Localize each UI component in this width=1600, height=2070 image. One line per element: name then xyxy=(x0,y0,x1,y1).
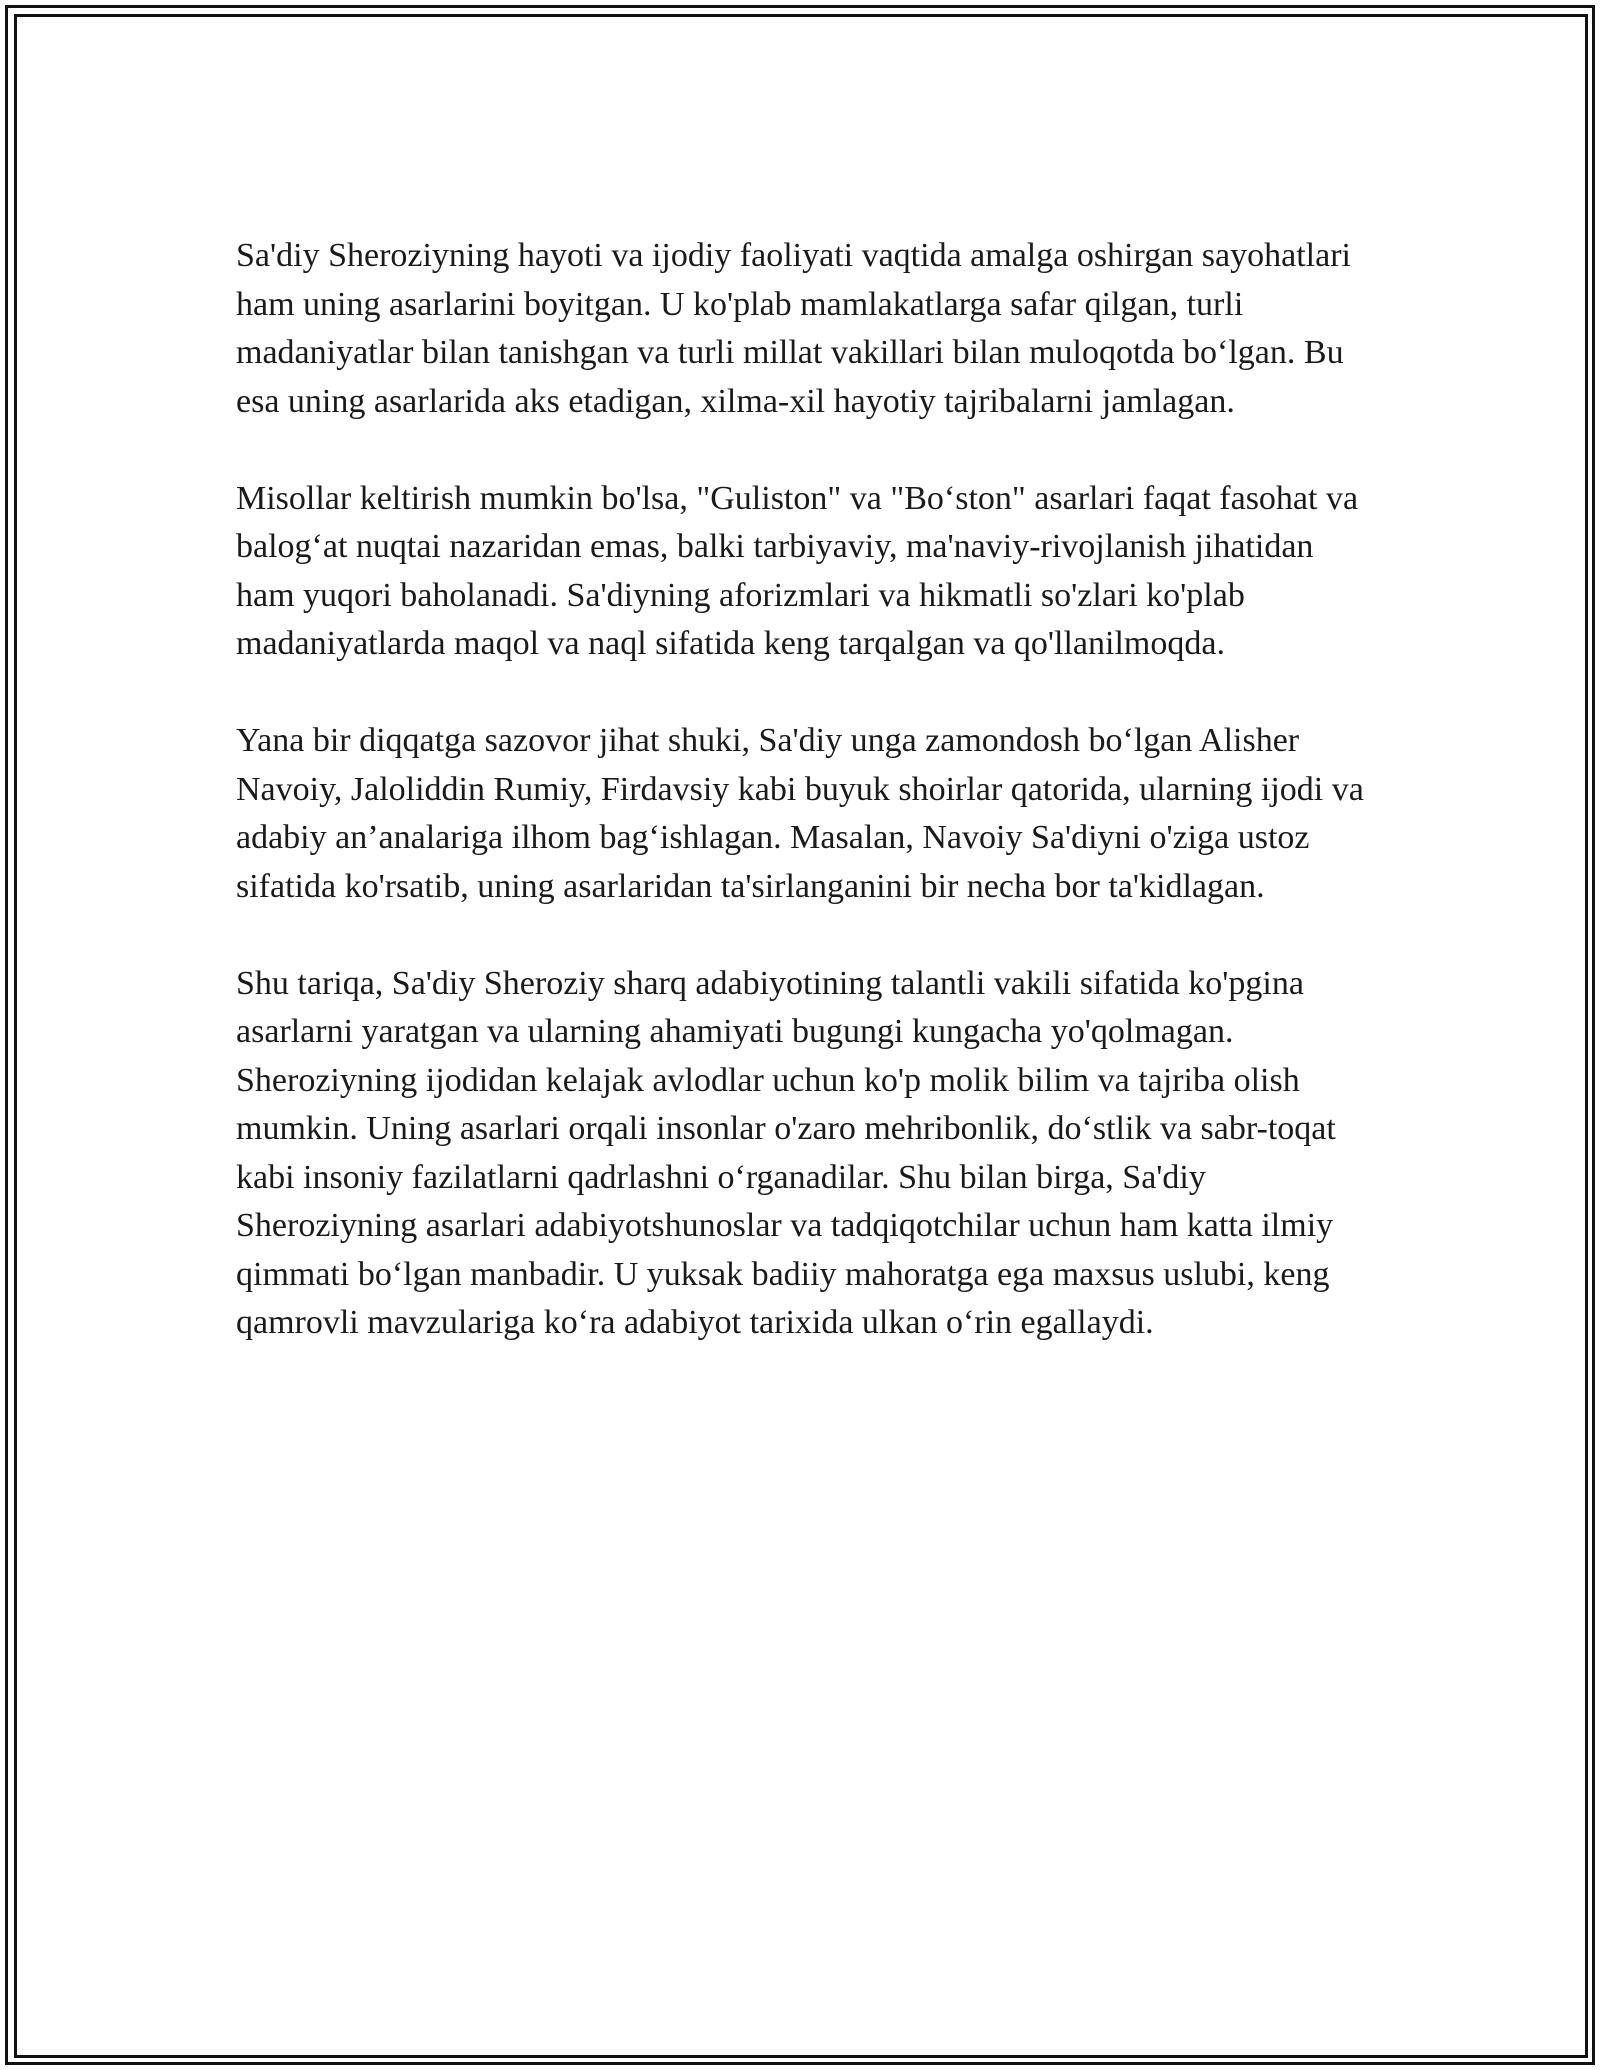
paragraph-4: Shu tariqa, Sa'diy Sheroziy sharq adabiyotining talantli vakili sifatida ko'pgina asarlarni yaratgan va ularning ahamiyati bugungi kungacha yo'qolmagan. Sheroziyning ijodidan kelajak avlodlar uchun ko'p molik bilim va tajriba olish mumkin. Uning asarlari orqali insonlar o'zaro mehribonlik, do‘stlik va sabr-toqat kabi insoniy fazilatlarni qadrlashni o‘rganadilar. Shu bilan birga, Sa'diy Sheroziyning asarlari adabiyotshunoslar va tadqiqotchilar uchun ham katta ilmiy qimmati bo‘lgan manbadir. U yuksak badiiy mahoratga ega maxsus uslubi, keng qamrovli mavzulariga ko‘ra adabiyot tarixida ulkan o‘rin egallaydi. xyxy=(236,964,1336,1341)
paragraph-1: Sa'diy Sheroziyning hayoti va ijodiy faoliyati vaqtida amalga oshirgan sayohatlari ham uning asarlarini boyitgan. U ko'plab mamlakatlarga safar qilgan, turli madaniyatlar bilan tanishgan va turli millat vakillari bilan muloqotda bo‘lgan. Bu esa uning asarlarida aks etadigan, xilma-xil hayotiy tajribalarni jamlagan. xyxy=(236,237,1351,420)
paragraph-2: Misollar keltirish mumkin bo'lsa, "Guliston" va "Bo‘ston" asarlari faqat fasohat va balog‘at nuqtai nazaridan emas, balki tarbiyaviy, ma'naviy-rivojlanish jihatidan ham yuqori baholanadi. Sa'diyning aforizmlari va hikmatli so'zlari ko'plab madaniyatlarda maqol va naql sifatida keng tarqalgan va qo'llanilmoqda. xyxy=(236,479,1359,662)
paragraph-3: Yana bir diqqatga sazovor jihat shuki, Sa'diy unga zamondosh bo‘lgan Alisher Navoiy, Jaloliddin Rumiy, Firdavsiy kabi buyuk shoirlar qatorida, ularning ijodi va adabiy an’analariga ilhom bag‘ishlagan. Masalan, Navoiy Sa'diyni o'ziga ustoz sifatida ko'rsatib, uning asarlaridan ta'sirlanganini bir necha bor ta'kidlagan. xyxy=(236,722,1364,905)
document-body xyxy=(236,232,1366,1348)
